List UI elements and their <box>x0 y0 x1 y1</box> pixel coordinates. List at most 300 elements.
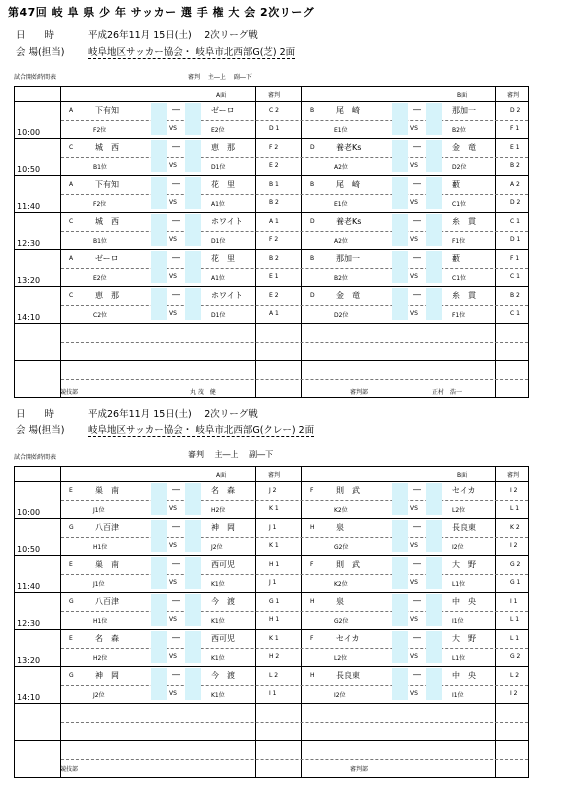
match-time: 10:50 <box>17 545 41 554</box>
vs-dash: ― <box>172 179 180 188</box>
away-rank: L2位 <box>452 507 466 514</box>
referee-sub: G 1 <box>510 579 521 586</box>
home-rank: G2位 <box>334 544 349 551</box>
vs-label: VS <box>169 273 177 280</box>
vs-dash: ― <box>413 179 421 188</box>
referee-sub: D 1 <box>510 236 521 243</box>
home-team: 神 岡 <box>95 671 119 680</box>
match-time: 13:20 <box>17 276 41 285</box>
home-team: 城 西 <box>95 143 119 152</box>
home-rank: A2位 <box>334 238 348 245</box>
referee-sub: F 2 <box>269 236 279 243</box>
time-slot-row <box>15 175 528 213</box>
away-team: 糸 貫 <box>452 217 476 226</box>
score-box-away <box>185 520 201 552</box>
date-line <box>16 406 258 420</box>
away-team: 糸 貫 <box>452 291 476 300</box>
away-rank: K1位 <box>211 581 225 588</box>
schedule-table <box>14 86 529 398</box>
vs-dash: ― <box>413 216 421 225</box>
away-rank: L1位 <box>452 655 466 662</box>
referee-main: C 1 <box>510 218 520 225</box>
score-box-away <box>185 214 201 246</box>
vs-label: VS <box>410 310 418 317</box>
score-box-home <box>151 251 167 283</box>
vs-dash: ― <box>172 216 180 225</box>
away-team: 中 央 <box>452 597 476 606</box>
time-slot-row <box>15 518 528 556</box>
vs-label: VS <box>410 653 418 660</box>
home-rank: F2位 <box>93 127 107 134</box>
referee-dept-label: 審判部 <box>350 389 369 396</box>
referee-sub: C 1 <box>510 273 520 280</box>
referee-sub: A 1 <box>269 310 279 317</box>
referee-sub: L 1 <box>510 616 520 623</box>
away-team: ホワイト <box>211 291 243 300</box>
referee-main: A 1 <box>269 218 279 225</box>
row-divider <box>61 611 528 612</box>
score-box-away <box>185 288 201 320</box>
away-team: 大 野 <box>452 560 476 569</box>
vs-dash: ― <box>172 253 180 262</box>
group-letter: C <box>69 218 74 225</box>
away-rank: K1位 <box>211 618 225 625</box>
row-divider <box>61 574 528 575</box>
home-rank: D2位 <box>334 312 349 319</box>
referee-sub: K 1 <box>269 542 279 549</box>
match-time: 10:50 <box>17 165 41 174</box>
row-divider <box>61 379 528 380</box>
home-team: ゼーロ <box>95 254 119 263</box>
vs-dash: ― <box>413 596 421 605</box>
group-letter: D <box>310 218 315 225</box>
referee-sub: I 2 <box>510 690 518 697</box>
referee-dept-label: 審判部 <box>350 766 369 773</box>
home-rank: C2位 <box>93 312 108 319</box>
referee-main: E 2 <box>269 292 279 299</box>
away-rank: F1位 <box>452 312 466 319</box>
referee-main: J 1 <box>269 524 277 531</box>
group-letter: A <box>69 255 74 262</box>
home-team: 則 武 <box>336 560 360 569</box>
group-letter: E <box>69 635 73 642</box>
time-slot-row <box>15 629 528 667</box>
home-rank: H2位 <box>93 655 108 662</box>
score-box-home <box>151 557 167 589</box>
vs-label: VS <box>410 162 418 169</box>
score-box-away <box>185 251 201 283</box>
score-box-home <box>392 103 408 135</box>
referee-main: E 1 <box>510 144 520 151</box>
referee-sub: H 1 <box>269 616 280 623</box>
score-box-home <box>392 594 408 626</box>
away-rank: K1位 <box>211 692 225 699</box>
date-line <box>16 27 258 41</box>
score-box-away <box>426 631 442 663</box>
vs-label: VS <box>169 616 177 623</box>
vs-dash: ― <box>172 522 180 531</box>
referee-sub: I 2 <box>510 542 518 549</box>
away-team: 那加一 <box>452 106 476 115</box>
score-box-away <box>426 140 442 172</box>
competition-dept-label: 競技部 <box>60 766 79 773</box>
time-slot-row <box>15 666 528 704</box>
score-box-home <box>151 288 167 320</box>
score-box-home <box>151 631 167 663</box>
referee-sub: F 1 <box>510 125 520 132</box>
match-time: 14:10 <box>17 313 41 322</box>
schedule-table <box>14 466 529 778</box>
referee-sub: B 2 <box>269 199 279 206</box>
vs-label: VS <box>169 310 177 317</box>
score-box-away <box>185 177 201 209</box>
home-team: 養老Ks <box>336 143 362 152</box>
away-rank: B2位 <box>452 127 466 134</box>
field-a-header: A面 <box>216 472 227 479</box>
row-divider <box>61 537 528 538</box>
vs-dash: ― <box>413 290 421 299</box>
score-box-home <box>392 251 408 283</box>
score-box-home <box>392 140 408 172</box>
score-box-away <box>426 557 442 589</box>
vs-dash: ― <box>413 105 421 114</box>
home-rank: E1位 <box>334 201 348 208</box>
away-team: ゼーロ <box>211 106 235 115</box>
referee-sub: K 1 <box>269 505 279 512</box>
away-rank: D1位 <box>211 238 226 245</box>
vs-label: VS <box>169 653 177 660</box>
vs-label: VS <box>169 125 177 132</box>
vs-dash: ― <box>413 253 421 262</box>
row-divider <box>61 157 528 158</box>
home-rank: K2位 <box>334 507 348 514</box>
away-team: 藪 <box>452 254 460 263</box>
score-box-home <box>392 631 408 663</box>
away-team: セイカ <box>452 486 476 495</box>
away-rank: K1位 <box>211 655 225 662</box>
away-team: 長良東 <box>452 523 476 532</box>
away-team: ホワイト <box>211 217 243 226</box>
group-letter: G <box>69 672 74 679</box>
competition-dept-label: 競技部 <box>60 389 79 396</box>
time-slot-row <box>15 703 528 741</box>
home-rank: E1位 <box>334 127 348 134</box>
score-box-home <box>151 214 167 246</box>
match-time: 11:40 <box>17 582 41 591</box>
table-header <box>15 467 528 482</box>
home-rank: I2位 <box>334 692 346 699</box>
group-letter: C <box>69 292 74 299</box>
home-rank: L2位 <box>334 655 348 662</box>
home-team: 尾 崎 <box>336 180 360 189</box>
home-team: 巣 南 <box>95 486 119 495</box>
group-letter: C <box>69 144 74 151</box>
home-rank: J1位 <box>93 581 105 588</box>
referee-main: L 2 <box>510 672 520 679</box>
vs-dash: ― <box>172 670 180 679</box>
group-letter: A <box>69 181 74 188</box>
score-box-away <box>185 103 201 135</box>
group-letter: H <box>310 524 315 531</box>
home-team: 則 武 <box>336 486 360 495</box>
score-box-home <box>392 520 408 552</box>
score-box-home <box>392 557 408 589</box>
home-rank: K2位 <box>334 581 348 588</box>
referee-sub: D 2 <box>510 199 521 206</box>
referee-main: J 2 <box>269 487 277 494</box>
away-rank: F1位 <box>452 238 466 245</box>
group-letter: B <box>310 181 315 188</box>
row-divider <box>61 722 528 723</box>
group-letter: A <box>69 107 74 114</box>
row-divider <box>61 500 528 501</box>
vs-label: VS <box>169 236 177 243</box>
time-slot-row <box>15 592 528 630</box>
away-rank: C1位 <box>452 275 467 282</box>
vs-dash: ― <box>413 559 421 568</box>
vs-label: VS <box>410 690 418 697</box>
vs-label: VS <box>410 273 418 280</box>
group-letter: E <box>69 487 73 494</box>
home-team: 金 竜 <box>336 291 360 300</box>
referee-header-b: 審判 <box>507 92 520 99</box>
home-team: 名 森 <box>95 634 119 643</box>
away-team: 今 渡 <box>211 597 235 606</box>
match-time: 10:00 <box>17 508 41 517</box>
home-team: セイカ <box>336 634 360 643</box>
home-team: 八百津 <box>95 597 119 606</box>
vs-dash: ― <box>413 522 421 531</box>
away-team: 今 渡 <box>211 671 235 680</box>
score-box-away <box>426 668 442 700</box>
referee-main: I 1 <box>510 598 518 605</box>
group-letter: F <box>310 635 314 642</box>
home-rank: H1位 <box>93 618 108 625</box>
score-box-home <box>151 177 167 209</box>
vs-dash: ― <box>413 485 421 494</box>
away-team: 西可児 <box>211 634 235 643</box>
away-rank: D2位 <box>452 164 467 171</box>
referee-main: B 2 <box>269 255 279 262</box>
document-title: 第47回 岐 阜 県 少 年 サッカー 選 手 権 大 会 2次リーグ <box>8 6 315 19</box>
referee-main: B 2 <box>510 292 520 299</box>
home-rank: B1位 <box>93 238 107 245</box>
referee-header-a: 審判 <box>268 472 281 479</box>
score-box-away <box>426 594 442 626</box>
away-rank: J2位 <box>211 544 223 551</box>
away-rank: D1位 <box>211 312 226 319</box>
venue-label: 会 場(担当) <box>16 47 65 58</box>
referee-main: I 2 <box>510 487 518 494</box>
away-team: 花 里 <box>211 180 235 189</box>
away-rank: I2位 <box>452 544 464 551</box>
referee-rule-label: 審判 主―上 副―下 <box>188 74 252 81</box>
referee-sub: B 2 <box>510 162 520 169</box>
home-team: 那加一 <box>336 254 360 263</box>
vs-label: VS <box>169 162 177 169</box>
score-box-away <box>185 631 201 663</box>
field-a-header: A面 <box>216 92 227 99</box>
match-time: 10:00 <box>17 128 41 137</box>
time-slot-row <box>15 249 528 287</box>
row-divider <box>61 342 528 343</box>
home-team: 下有知 <box>95 180 119 189</box>
away-rank: C1位 <box>452 201 467 208</box>
score-box-away <box>426 103 442 135</box>
vs-dash: ― <box>172 633 180 642</box>
home-rank: H1位 <box>93 544 108 551</box>
home-team: 城 西 <box>95 217 119 226</box>
time-slot-row <box>15 286 528 324</box>
home-rank: F2位 <box>93 201 107 208</box>
score-box-home <box>392 288 408 320</box>
home-team: 下有知 <box>95 106 119 115</box>
home-rank: G2位 <box>334 618 349 625</box>
time-slot-row <box>15 101 528 139</box>
vs-dash: ― <box>413 633 421 642</box>
vs-label: VS <box>169 542 177 549</box>
row-divider <box>61 759 528 760</box>
vs-label: VS <box>169 199 177 206</box>
score-box-home <box>392 214 408 246</box>
referee-main: H 1 <box>269 561 280 568</box>
row-divider <box>61 268 528 269</box>
vs-dash: ― <box>172 290 180 299</box>
away-team: 大 野 <box>452 634 476 643</box>
home-rank: J2位 <box>93 692 105 699</box>
home-team: 泉 <box>336 597 344 606</box>
score-box-away <box>185 483 201 515</box>
vs-dash: ― <box>172 485 180 494</box>
vs-label: VS <box>410 199 418 206</box>
group-letter: G <box>69 524 74 531</box>
group-letter: D <box>310 144 315 151</box>
score-box-home <box>151 140 167 172</box>
away-rank: I1位 <box>452 618 464 625</box>
referee-sub: I 1 <box>269 690 277 697</box>
referee-main: A 2 <box>510 181 520 188</box>
group-letter: G <box>69 598 74 605</box>
group-letter: B <box>310 107 315 114</box>
referee-main: L 1 <box>510 635 520 642</box>
home-rank: E2位 <box>93 275 107 282</box>
referee-sub: H 2 <box>269 653 280 660</box>
away-team: 藪 <box>452 180 460 189</box>
score-box-home <box>151 668 167 700</box>
vs-dash: ― <box>172 142 180 151</box>
date-value: 平成26年11月 15日(土) 2次リーグ戦 <box>88 30 258 41</box>
match-time: 11:40 <box>17 202 41 211</box>
row-divider <box>61 194 528 195</box>
vs-dash: ― <box>413 670 421 679</box>
away-rank: A1位 <box>211 275 225 282</box>
score-box-home <box>151 594 167 626</box>
venue-label: 会 場(担当) <box>16 425 65 436</box>
score-box-away <box>185 668 201 700</box>
referee-sub: L 1 <box>510 505 520 512</box>
referee-main: C 2 <box>269 107 279 114</box>
home-team: 泉 <box>336 523 344 532</box>
venue-line <box>16 422 314 437</box>
referee-main: D 2 <box>510 107 521 114</box>
vs-dash: ― <box>413 142 421 151</box>
venue-value: 岐阜地区サッカー協会・ 岐阜市北西部G(クレー) 2面 <box>88 422 314 437</box>
score-box-away <box>185 557 201 589</box>
row-divider <box>61 648 528 649</box>
referee-rule-label: 審判 主―上 副―下 <box>188 450 274 459</box>
group-letter: F <box>310 561 314 568</box>
group-letter: E <box>69 561 73 568</box>
field-b-header: B面 <box>457 472 468 479</box>
match-time: 12:30 <box>17 619 41 628</box>
referee-sub: E 2 <box>269 162 279 169</box>
row-divider <box>61 685 528 686</box>
score-box-home <box>151 520 167 552</box>
referee-main: G 1 <box>269 598 280 605</box>
vs-label: VS <box>410 542 418 549</box>
score-box-away <box>185 594 201 626</box>
home-team: 恵 那 <box>95 291 119 300</box>
score-box-away <box>426 214 442 246</box>
referee-main: F 2 <box>269 144 279 151</box>
referee-dept-name: 正村 浩一 <box>432 389 463 396</box>
date-label: 日 時 <box>16 409 55 420</box>
row-divider <box>61 305 528 306</box>
referee-sub: J 1 <box>269 579 277 586</box>
away-rank: H2位 <box>211 507 226 514</box>
table-header <box>15 87 528 102</box>
referee-main: L 2 <box>269 672 279 679</box>
vs-dash: ― <box>172 596 180 605</box>
away-team: 神 岡 <box>211 523 235 532</box>
time-slot-row <box>15 740 528 777</box>
score-box-away <box>426 177 442 209</box>
score-box-away <box>185 140 201 172</box>
referee-header-b: 審判 <box>507 472 520 479</box>
vs-label: VS <box>169 505 177 512</box>
score-box-home <box>392 483 408 515</box>
away-team: 金 竜 <box>452 143 476 152</box>
time-slot-row <box>15 555 528 593</box>
row-divider <box>61 231 528 232</box>
field-b-header: B面 <box>457 92 468 99</box>
date-value: 平成26年11月 15日(土) 2次リーグ戦 <box>88 409 258 420</box>
referee-main: G 2 <box>510 561 521 568</box>
home-rank: J1位 <box>93 507 105 514</box>
score-box-away <box>426 483 442 515</box>
venue-line <box>16 44 295 59</box>
away-team: 花 里 <box>211 254 235 263</box>
group-letter: F <box>310 487 314 494</box>
vs-label: VS <box>169 690 177 697</box>
away-team: 恵 那 <box>211 143 235 152</box>
home-rank: B2位 <box>334 275 348 282</box>
vs-label: VS <box>410 616 418 623</box>
referee-sub: E 1 <box>269 273 279 280</box>
referee-sub: G 2 <box>510 653 521 660</box>
referee-main: K 2 <box>510 524 520 531</box>
away-rank: L1位 <box>452 581 466 588</box>
vs-label: VS <box>410 505 418 512</box>
vs-dash: ― <box>172 559 180 568</box>
referee-main: K 1 <box>269 635 279 642</box>
group-letter: H <box>310 598 315 605</box>
vs-label: VS <box>410 236 418 243</box>
venue-value: 岐阜地区サッカー協会・ 岐阜市北西部G(芝) 2面 <box>88 44 295 59</box>
vs-label: VS <box>410 125 418 132</box>
match-time: 14:10 <box>17 693 41 702</box>
match-time: 13:20 <box>17 656 41 665</box>
